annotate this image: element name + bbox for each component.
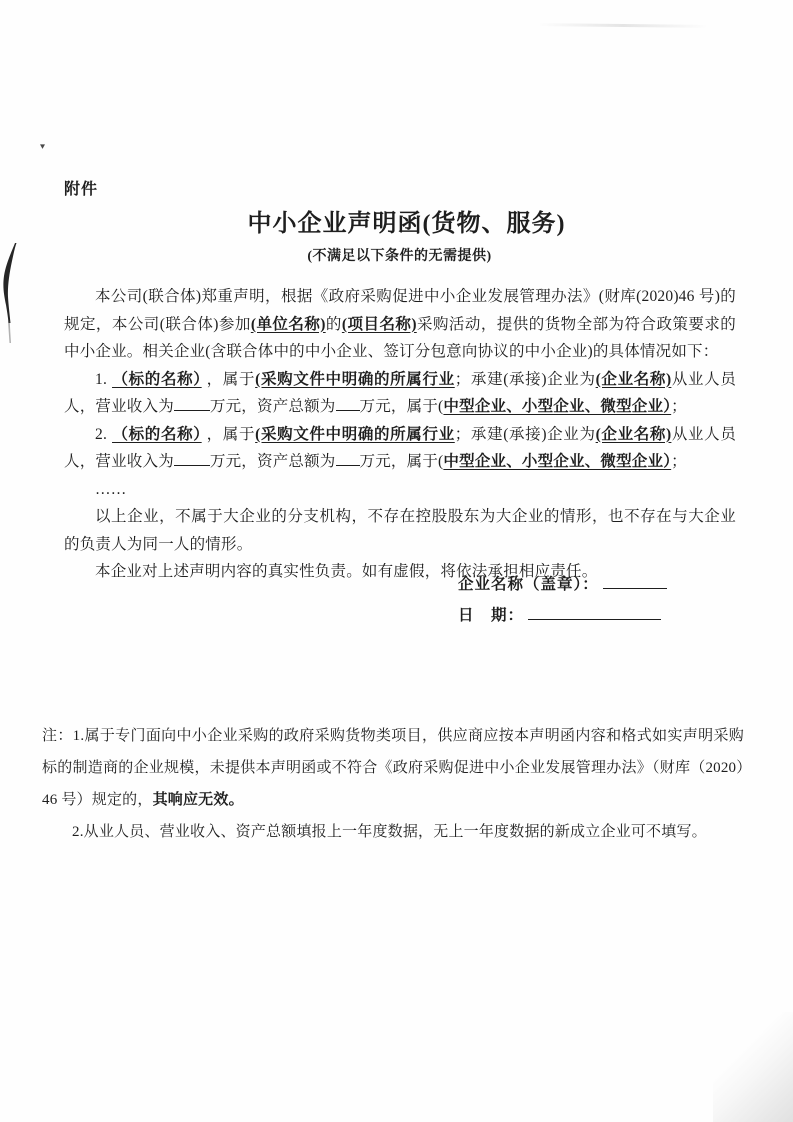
ellipsis-line: …… bbox=[95, 480, 127, 498]
attachment-label: 附件 bbox=[64, 181, 99, 198]
enterprise-type-options: 中型企业、小型企业、微型企业） bbox=[443, 453, 672, 470]
unit-name-blank: (单位名称) bbox=[250, 315, 326, 333]
p1-text: 本公司(联合体)郑重声明，根据《政府采购促进中小企业发展管理办法》(财库(2020)46 号)的规定，本公司(联合体)参加 bbox=[64, 288, 736, 333]
item-1-text: ，属于 bbox=[206, 370, 256, 388]
date-label: 日 期： bbox=[458, 607, 525, 624]
item-1-number: 1. bbox=[95, 370, 108, 388]
no-large-enterprise-paragraph: 以上企业，不属于大企业的分支机构，不存在控股股东为大企业的情形，也不存在与大企业的负责人为同一人的情形。 bbox=[64, 508, 736, 553]
company-name-blank: (企业名称) bbox=[595, 425, 672, 443]
note-1 bbox=[42, 720, 744, 816]
company-seal-blank bbox=[603, 573, 667, 590]
company-seal-label: 企业名称（盖章）： bbox=[458, 576, 599, 593]
item-2-text: 万元，资产总额为 bbox=[209, 453, 336, 470]
responsibility-paragraph: 本企业对上述声明内容的真实性负责。如有虚假，将依法承担相应责任。 bbox=[95, 563, 598, 580]
item-2-text: ；承建(承接)企业为 bbox=[454, 425, 596, 443]
note-2: 2.从业人员、营业收入、资产总额填报上一年度数据，无上一年度数据的新成立企业可不填写。 bbox=[72, 824, 707, 840]
signature-block bbox=[458, 572, 667, 634]
enterprise-type-options: 中型企业、小型企业、微型企业） bbox=[443, 398, 672, 415]
item-2-text: ，属于 bbox=[206, 425, 256, 443]
project-name-blank: (项目名称) bbox=[341, 315, 417, 333]
date-row bbox=[458, 603, 667, 634]
item-1-text: 万元，资产总额为 bbox=[209, 398, 336, 415]
company-name-blank: (企业名称) bbox=[595, 370, 672, 388]
item-1-text: 从业人员人，营业收入为 bbox=[64, 370, 737, 415]
scan-speck-icon: ▾ bbox=[40, 141, 46, 152]
assets-blank bbox=[336, 395, 360, 412]
subject-name-blank: （标的名称） bbox=[112, 370, 202, 388]
document-subtitle: (不满足以下条件的无需提供) bbox=[307, 249, 492, 264]
item-2 bbox=[64, 421, 736, 476]
item-2-text: 从业人员人，营业收入为 bbox=[64, 425, 737, 470]
notes-section bbox=[42, 720, 744, 848]
date-blank bbox=[528, 604, 661, 621]
item-2-number: 2. bbox=[95, 425, 108, 443]
item-2-text: 万元，属于( bbox=[359, 453, 444, 470]
item-1-text: 万元，属于( bbox=[359, 398, 444, 415]
revenue-blank bbox=[174, 450, 210, 467]
p1-text: 采购活动，提供的货物全部为符合政策要求的中小企业。相关企业(含联合体中的中小企业、签订分包意向协议的中小企业)的具体情况如下： bbox=[64, 315, 736, 360]
industry-blank: (采购文件中明确的所属行业 bbox=[255, 425, 455, 443]
industry-blank: (采购文件中明确的所属行业 bbox=[255, 370, 455, 388]
note-1-text: 注：1.属于专门面向中小企业采购的政府采购货物类项目，供应商应按本声明函内容和格式如实声明采购标的制造商的企业规模，未提供本声明函或不符合《政府采购促进中小企业发展管理办法》（财库（2020）46 号）规定的， bbox=[42, 728, 744, 808]
declaration-paragraph bbox=[64, 283, 736, 366]
item-1-text: ；承建(承接)企业为 bbox=[454, 370, 596, 388]
company-seal-row bbox=[458, 572, 667, 603]
scan-corner-shade bbox=[713, 1012, 793, 1122]
assets-blank bbox=[336, 450, 360, 467]
p1-text: 的 bbox=[325, 315, 342, 333]
item-1-text: ； bbox=[671, 398, 687, 415]
item-1 bbox=[64, 366, 736, 421]
document-title: 中小企业声明函(货物、服务) bbox=[247, 211, 566, 237]
document-body bbox=[64, 283, 736, 586]
note-1-bold-text: 其响应无效。 bbox=[152, 792, 244, 808]
revenue-blank bbox=[174, 395, 210, 412]
subject-name-blank: （标的名称） bbox=[112, 425, 202, 443]
scan-top-smudge bbox=[538, 23, 708, 28]
item-2-text: ； bbox=[671, 453, 687, 470]
